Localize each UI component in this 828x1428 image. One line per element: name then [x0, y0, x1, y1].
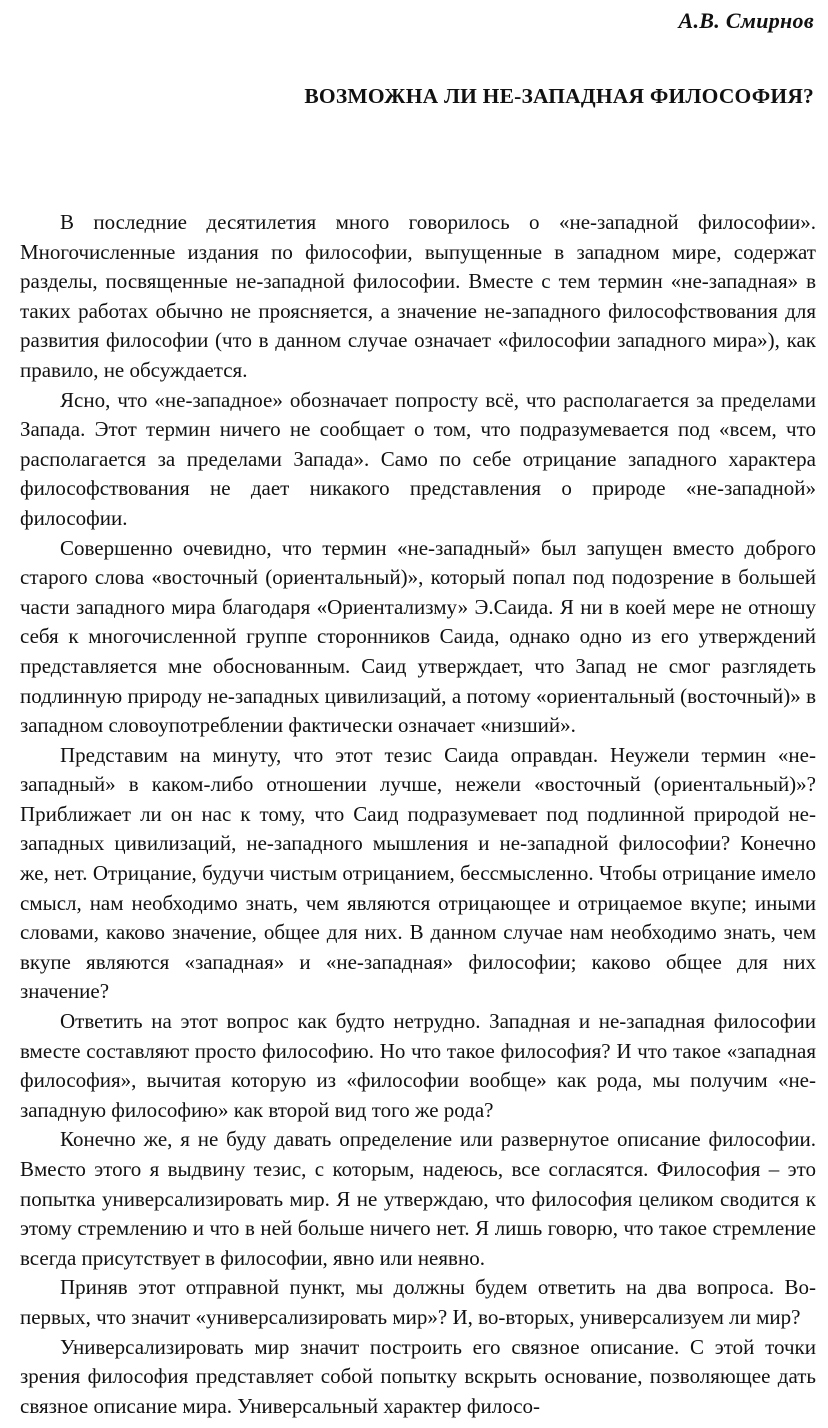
paragraph: Конечно же, я не буду давать определение или развернутое описание философии. Вместо этого я выдвину тезис, с которым, надеюсь, все согласятся. Философия – это попытка универсализировать мир. Я не утверждаю, что философия целиком сводится к этому стремлению и что в ней больше ничего нет. Я лишь говорю, что такое стремление всегда присутствует в философии, явно или неявно. [20, 1127, 816, 1270]
paragraph: Ответить на этот вопрос как будто нетрудно. Западная и не-западная философии вместе составляют просто философию. Но что такое философия? И что такое «западная философия», вычитая которую из «философии вообще» как рода, мы получим «не-западную философию» как второй вид того же рода? [20, 1009, 816, 1122]
article-body [20, 208, 816, 1421]
article-title: ВОЗМОЖНА ЛИ НЕ-ЗАПАДНАЯ ФИЛОСОФИЯ? [304, 84, 814, 108]
paragraph: Представим на минуту, что этот тезис Саида оправдан. Неужели термин «не-западный» в каком-либо отношении лучше, нежели «восточный (ориентальный)»? Приближает ли он нас к тому, что Саид подразумевает под подлинной природой не-западных цивилизаций, не-западного мышления и не-западной философии? Конечно же, нет. Отрицание, будучи чистым отрицанием, бессмысленно. Чтобы отрицание имело смысл, нам необходимо знать, чем являются отрицающее и отрицаемое вкупе; иными словами, каково значение, общее для них. В данном случае нам необходимо знать, чем вкупе являются «западная» и «не-западная» философии; каково общее для них значение? [20, 742, 816, 1004]
paragraph: Приняв этот отправной пункт, мы должны будем ответить на два вопроса. Во-первых, что значит «универсализировать мир»? И, во-вторых, универсализуем ли мир? [20, 1275, 816, 1329]
paragraph: Ясно, что «не-западное» обозначает попросту всё, что располагается за пределами Запада. Этот термин ничего не сообщает о том, что подразумевается под «всем, что располагается за пределами Запада». Само по себе отрицание западного характера философствования не дает никакого представления о природе «не-западной» философии. [20, 387, 816, 530]
paragraph: Универсализировать мир значит построить его связное описание. С этой точки зрения философия представляет собой попытку вскрыть основание, позволяющее дать связное описание мира. Универсальный характер филосо- [20, 1334, 816, 1418]
paragraph: В последние десятилетия много говорилось о «не-западной философии». Многочисленные издания по философии, выпущенные в западном мире, содержат разделы, посвященные не-западной философии. Вместе с тем термин «не-западная» в таких работах обычно не проясняется, а значение не-западного философствования для развития философии (что в данном случае означает «философии западного мира»), как правило, не обсуждается. [20, 210, 816, 382]
author-name: А.В. Смирнов [678, 8, 814, 33]
paragraph: Совершенно очевидно, что термин «не-западный» был запущен вместо доброго старого слова «восточный (ориентальный)», который попал под подозрение в большей части западного мира благодаря «Ориентализму» Э.Саида. Я ни в коей мере не отношу себя к многочисленной группе сторонников Саида, однако одно из его утверждений представляется мне обоснованным. Саид утверждает, что Запад не смог разглядеть подлинную природу не-западных цивилизаций, а потому «ориентальный (восточный)» в западном словоупотреблении фактически означает «низший». [20, 535, 816, 738]
